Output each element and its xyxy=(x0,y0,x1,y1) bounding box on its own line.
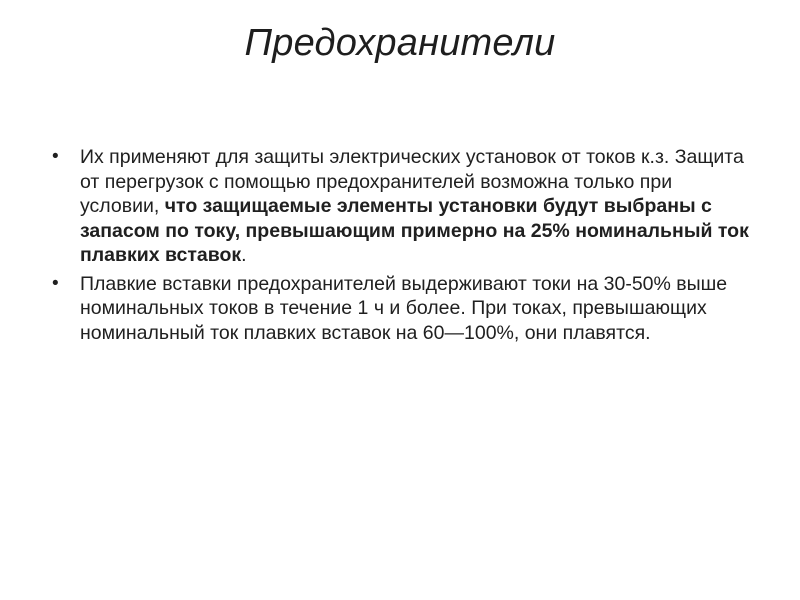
bullet-item xyxy=(52,145,752,268)
bullet-dot-icon: • xyxy=(52,146,59,167)
bullet-list xyxy=(52,145,752,349)
bullet-text: Плавкие вставки предохранителей выдерживают токи на 30-50% выше номинальных токов в течение 1 ч и более. При токах, превышающих номинальный ток плавких вставок на 60—100%, они плавятся. xyxy=(80,272,728,344)
bullet-item xyxy=(52,272,752,346)
bullet-bold-text: что защищаемые элементы установки будут выбраны с запасом по току, превышающим примерно на 25% номинальный ток плавких вставок xyxy=(80,195,749,266)
slide-title: Предохранители xyxy=(244,22,556,64)
bullet-text-end: . xyxy=(241,244,247,266)
bullet-dot-icon: • xyxy=(52,272,59,294)
bullet-text: Их применяют для защиты электрических установок от токов к.з. Защита от перегрузок с помощью предохранителей возможна только при условии, xyxy=(80,146,744,217)
